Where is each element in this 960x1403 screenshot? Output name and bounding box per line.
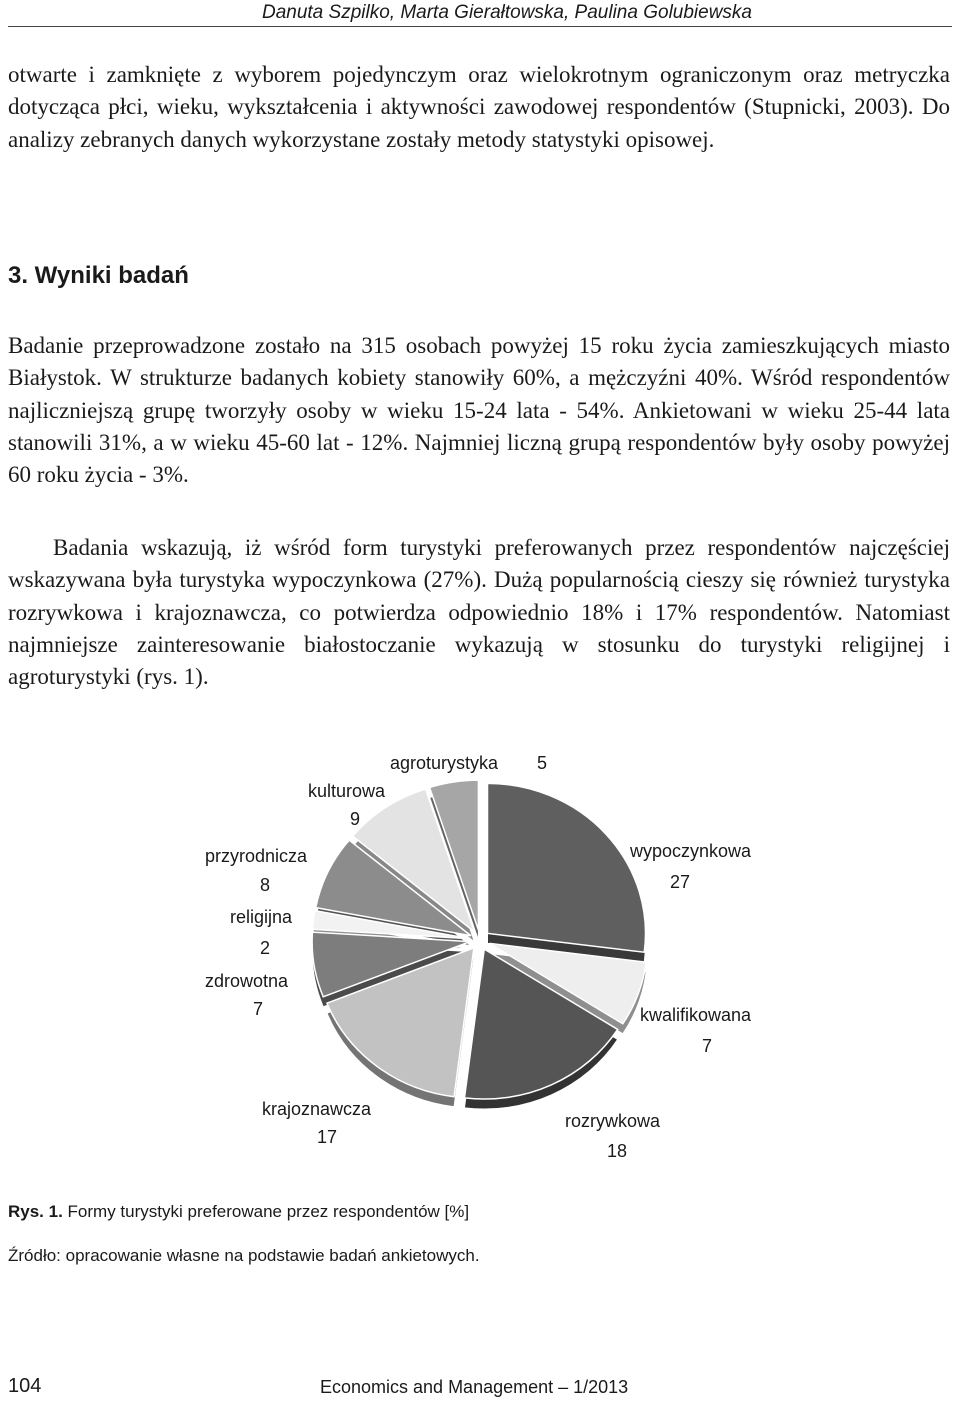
pie-label-krajoznawcza: krajoznawcza <box>262 1099 372 1119</box>
pie-value-zdrowotna: 7 <box>252 999 264 1019</box>
pie-value-kulturowa: 9 <box>349 809 361 829</box>
pie-label-przyrodnicza: przyrodnicza <box>205 846 308 866</box>
figure-caption-text: Formy turystyki preferowane przez respondentów [%] <box>67 1202 470 1221</box>
body-paragraph-sample: Badanie przeprowadzone zostało na 315 osobach powyżej 15 roku życia zamieszkujących miasto Białystok. W strukturze badanych kobiety stanowiły 60%, a mężczyźni 40%. Wśród respondentów najliczniejszą grupę tworzyły osoby w wieku 15-24 lata - 54%. Ankietowani w wieku 25-44 lata stanowili 31%, a w wieku 45-60 lat - 12%. Najmniej liczną grupą respondentów były osoby powyżej 60 roku życia - 3%. <box>8 333 950 488</box>
pie-label-zdrowotna: zdrowotna <box>205 971 289 991</box>
pie-value-rozrywkowa: 18 <box>606 1141 628 1161</box>
pie-label-wypoczynkowa: wypoczynkowa <box>630 841 752 861</box>
running-head <box>0 0 960 28</box>
pie-value-krajoznawcza: 17 <box>316 1127 338 1147</box>
journal-name: Economics and Management – 1/2013 <box>320 1377 629 1397</box>
body-paragraph-findings: Badania wskazują, iż wśród form turystyki preferowanych przez respondentów najczęściej wskazywana była turystyka wypoczynkowa (27%). Dużą popularnością cieszy się również turystyka rozrywkowa i krajoznawcza, co potwierdza odpowiednio 18% i 17% respondentów. Natomiast najmniejsze zainteresowanie białostoczanie wykazują w stosunku do turystyki religijnej i agroturystyki (rys. 1). <box>8 535 950 690</box>
page-footer <box>0 1372 960 1402</box>
pie-slices-layer <box>312 780 646 1099</box>
pie-value-wypoczynkowa: 27 <box>669 872 691 892</box>
pie-label-rozrywkowa: rozrywkowa <box>565 1111 661 1131</box>
figure-source-note: Źródło: opracowanie własne na podstawie badań ankietowych. <box>8 1246 480 1265</box>
page-number: 104 <box>8 1375 42 1397</box>
pie-slice-wypoczynkowa <box>488 783 646 952</box>
authors-line: Danuta Szpilko, Marta Gierałtowska, Paulina Golubiewska <box>261 2 752 23</box>
pie-chart <box>190 745 790 1165</box>
pie-label-agroturystyka: agroturystyka <box>390 753 499 773</box>
pie-value-religijna: 2 <box>259 938 271 958</box>
figure-caption-prefix: Rys. 1. <box>8 1202 63 1221</box>
pie-label-religijna: religijna <box>230 907 293 927</box>
pie-value-agroturystyka: 5 <box>537 753 548 773</box>
pie-value-przyrodnicza: 8 <box>259 875 271 895</box>
pie-label-kwalifikowana: kwalifikowana <box>640 1005 752 1025</box>
body-paragraph-intro: otwarte i zamknięte z wyborem pojedynczym oraz wielokrotnym ograniczonym oraz metryczka dotycząca płci, wieku, wykształcenia i aktywności zawodowej respondentów (Stupnicki, 2003). Do analizy zebranych danych wykorzystane zostały metody statystyki opisowej. <box>8 62 950 152</box>
pie-value-kwalifikowana: 7 <box>701 1036 713 1056</box>
pie-label-kulturowa: kulturowa <box>308 781 386 801</box>
figure-caption <box>8 1202 469 1222</box>
section-heading: 3. Wyniki badań <box>8 262 189 289</box>
header-rule <box>8 26 952 27</box>
